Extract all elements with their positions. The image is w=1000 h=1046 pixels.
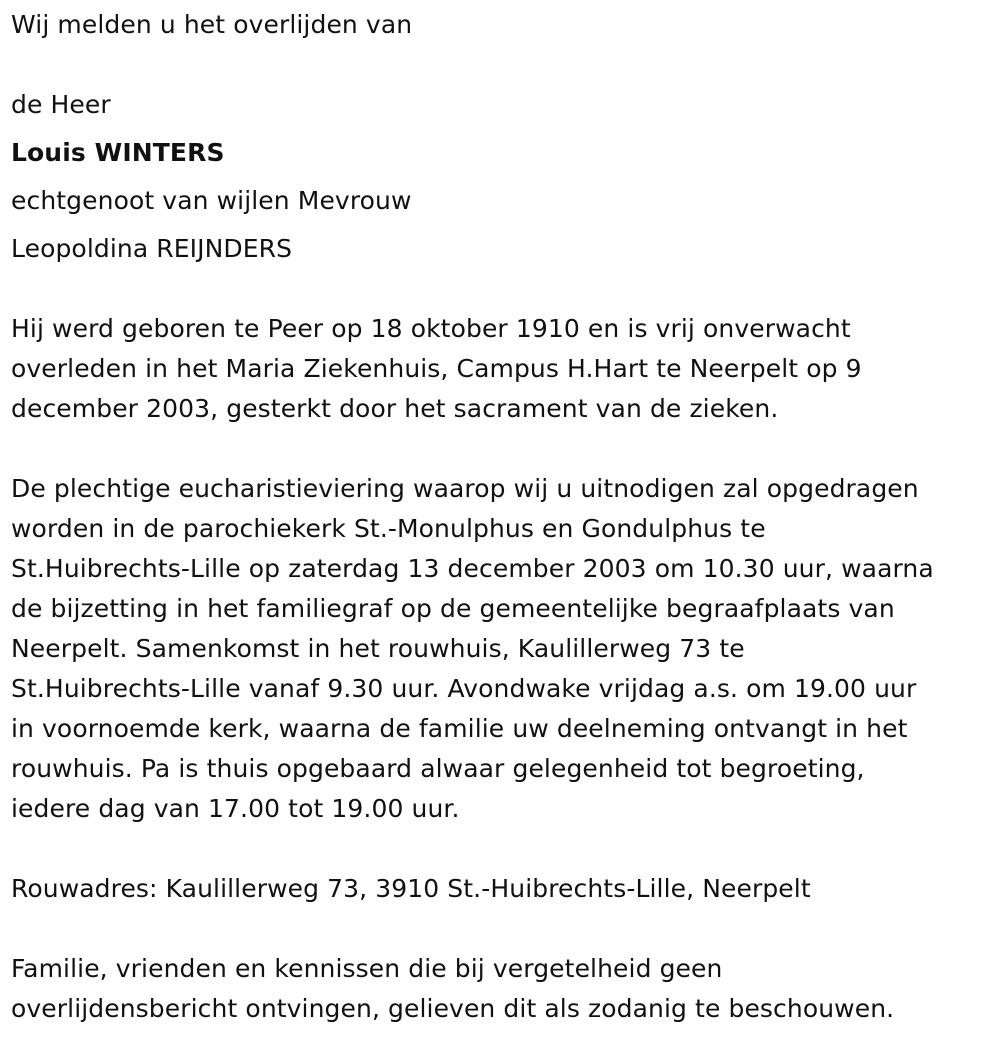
paragraph-line: De plechtige eucharistieviering waarop wij u uitnodigen zal opgedragen: [11, 474, 919, 503]
paragraph-line: december 2003, gesterkt door het sacrament van de zieken.: [11, 394, 779, 423]
paragraph-line: St.Huibrechts-Lille op zaterdag 13 december 2003 om 10.30 uur, waarna: [11, 554, 934, 583]
paragraph-line: de bijzetting in het familiegraf op de gemeentelijke begraafplaats van: [11, 594, 895, 623]
paragraph-line: iedere dag van 17.00 tot 19.00 uur.: [11, 794, 460, 823]
deceased-name: Louis WINTERS: [11, 138, 225, 167]
paragraph-line: rouwhuis. Pa is thuis opgebaard alwaar gelegenheid tot begroeting,: [11, 754, 865, 783]
paragraph-line: St.Huibrechts-Lille vanaf 9.30 uur. Avondwake vrijdag a.s. om 19.00 uur: [11, 674, 917, 703]
mourning-address: Rouwadres: Kaulillerweg 73, 3910 St.-Huibrechts-Lille, Neerpelt: [11, 874, 811, 903]
paragraph-line: Familie, vrienden en kennissen die bij vergetelheid geen: [11, 954, 723, 983]
intro-text: Wij melden u het overlijden van: [11, 10, 413, 39]
title-prefix: de Heer: [11, 90, 111, 119]
paragraph-line: Hij werd geboren te Peer op 18 oktober 1910 en is vrij onverwacht: [11, 314, 851, 343]
spouse-line: echtgenoot van wijlen Mevrouw: [11, 186, 412, 215]
spouse-name: Leopoldina REIJNDERS: [11, 234, 293, 263]
paragraph-line: Neerpelt. Samenkomst in het rouwhuis, Kaulillerweg 73 te: [11, 634, 745, 663]
paragraph-line: overleden in het Maria Ziekenhuis, Campus H.Hart te Neerpelt op 9: [11, 354, 862, 383]
paragraph-line: overlijdensbericht ontvingen, gelieven dit als zodanig te beschouwen.: [11, 994, 895, 1023]
paragraph-line: in voornoemde kerk, waarna de familie uw deelneming ontvangt in het: [11, 714, 908, 743]
paragraph-line: worden in de parochiekerk St.-Monulphus en Gondulphus te: [11, 514, 766, 543]
